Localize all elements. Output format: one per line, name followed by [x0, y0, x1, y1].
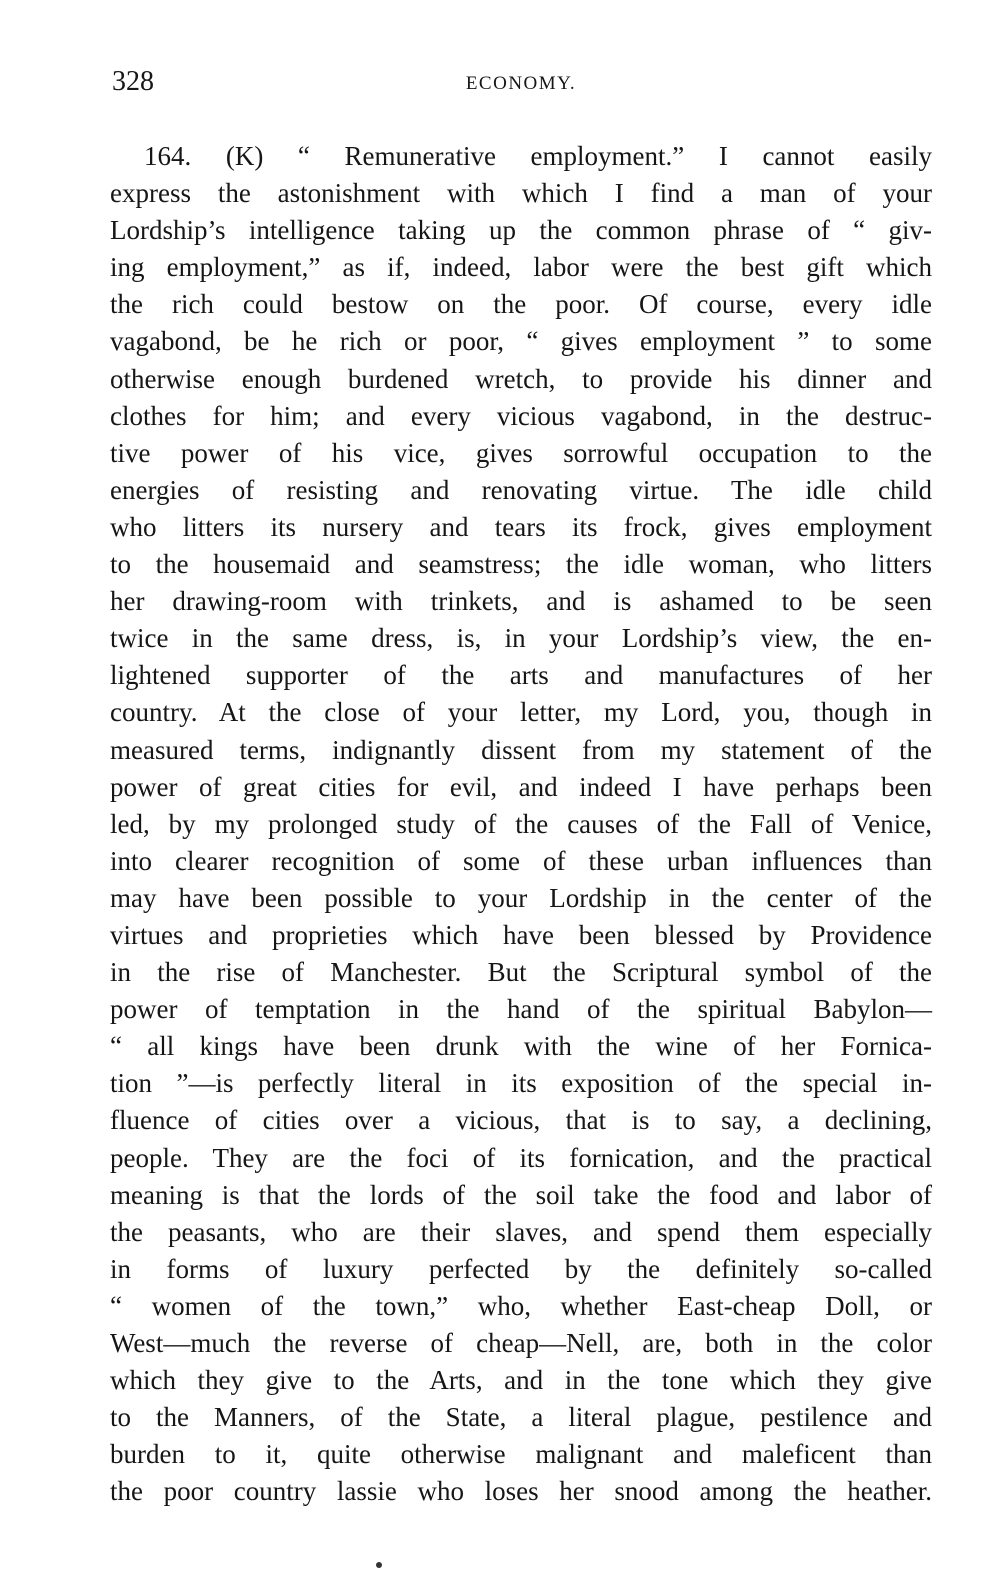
text-line: fluence of cities over a vicious, that is to say, a declining, — [110, 1105, 932, 1136]
text-line: otherwise enough burdened wretch, to provide his dinner and — [110, 363, 932, 394]
text-line: power of great cities for evil, and indeed I have perhaps been — [110, 771, 932, 802]
text-line: “ all kings have been drunk with the wine of her Fornica- — [110, 1031, 932, 1062]
text-line: led, by my prolonged study of the causes of the Fall of Venice, — [110, 808, 932, 839]
text-line: in forms of luxury perfected by the definitely so-called — [110, 1253, 932, 1284]
text-line: which they give to the Arts, and in the tone which they give — [110, 1365, 932, 1396]
text-line: twice in the same dress, is, in your Lordship’s view, the en- — [110, 623, 932, 654]
text-line: the peasants, who are their slaves, and spend them especially — [110, 1216, 932, 1247]
text-line: country. At the close of your letter, my Lord, you, though in — [110, 697, 932, 728]
text-line: lightened supporter of the arts and manufactures of her — [110, 660, 932, 691]
text-line: the rich could bestow on the poor. Of course, every idle — [110, 289, 932, 320]
text-line: tive power of his vice, gives sorrowful occupation to the — [110, 437, 932, 468]
text-line: may have been possible to your Lordship in the center of the — [110, 882, 932, 913]
page-number: 328 — [112, 66, 154, 97]
text-line: express the astonishment with which I find a man of your — [110, 178, 932, 209]
text-line: clothes for him; and every vicious vagabond, in the destruc- — [110, 400, 932, 431]
text-line: 164. (K) “ Remunerative employment.” I cannot easily — [144, 141, 932, 171]
text-line: meaning is that the lords of the soil take the food and labor of — [110, 1179, 932, 1210]
text-line: into clearer recognition of some of these urban influences than — [110, 845, 932, 876]
print-mark — [376, 1562, 382, 1568]
text-line: measured terms, indignantly dissent from my statement of the — [110, 734, 932, 765]
text-line: to the Manners, of the State, a literal plague, pestilence and — [110, 1402, 932, 1433]
text-line: ing employment,” as if, indeed, labor were the best gift which — [110, 252, 932, 283]
text-line: the poor country lassie who loses her snood among the heather. — [110, 1476, 932, 1507]
text-line: who litters its nursery and tears its frock, gives employment — [110, 511, 932, 542]
text-line: tion ”—is perfectly literal in its exposition of the special in- — [110, 1068, 932, 1099]
text-line: vagabond, be he rich or poor, “ gives employment ” to some — [110, 326, 932, 357]
text-line: in the rise of Manchester. But the Scriptural symbol of the — [110, 957, 932, 988]
text-line: people. They are the foci of its fornication, and the practical — [110, 1142, 932, 1173]
paragraph — [110, 138, 932, 1510]
text-line: power of temptation in the hand of the spiritual Babylon— — [110, 994, 932, 1025]
text-line: “ women of the town,” who, whether East-cheap Doll, or — [110, 1290, 932, 1321]
text-line: her drawing-room with trinkets, and is ashamed to be seen — [110, 586, 932, 617]
text-line: burden to it, quite otherwise malignant and maleficent than — [110, 1439, 932, 1470]
text-line: to the housemaid and seamstress; the idle woman, who litters — [110, 549, 932, 580]
running-head — [112, 62, 930, 102]
chapter-title: ECONOMY. — [465, 73, 577, 94]
text-line: virtues and proprieties which have been blessed by Providence — [110, 919, 932, 950]
text-line: energies of resisting and renovating virtue. The idle child — [110, 474, 932, 505]
text-line: Lordship’s intelligence taking up the common phrase of “ giv- — [110, 215, 932, 246]
text-line: West—much the reverse of cheap—Nell, are, both in the color — [110, 1328, 932, 1358]
